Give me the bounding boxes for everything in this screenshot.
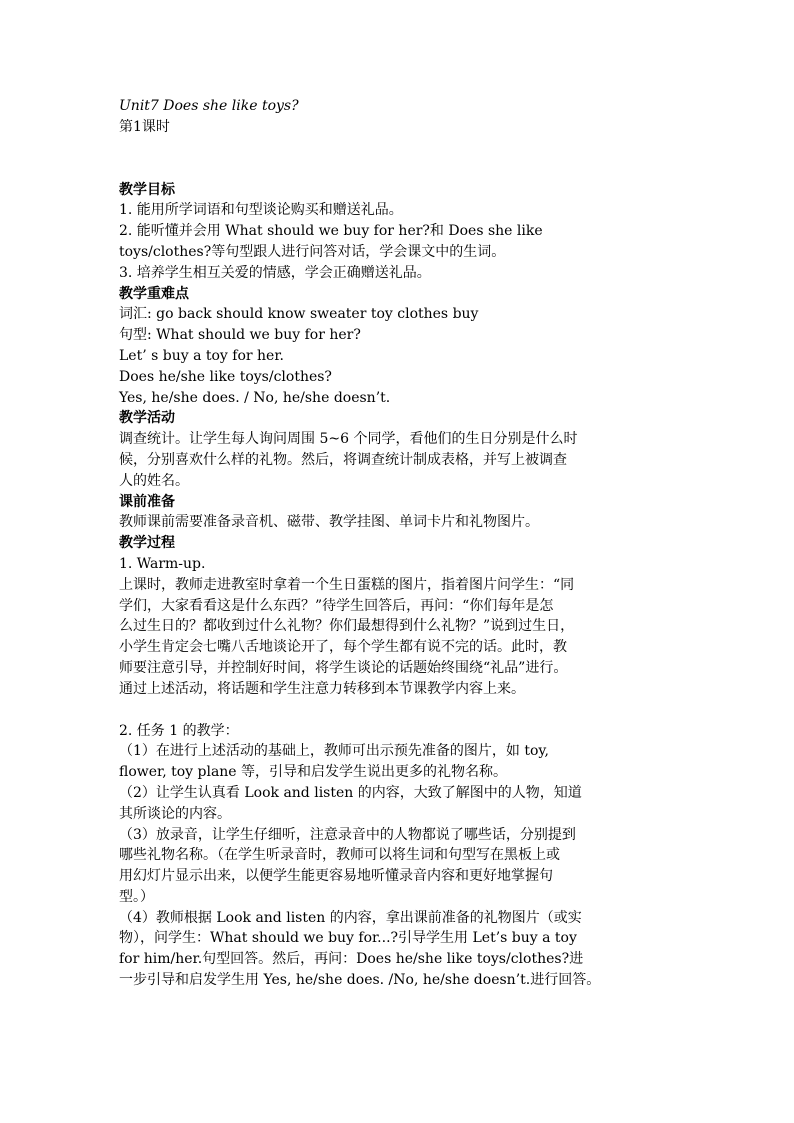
activity-line: 候，分别喜欢什么样的礼物。然后，将调查统计制成表格，并写上被调查 (119, 451, 567, 468)
task-line: （3）放录音，让学生仔细听，注意录音中的人物都说了哪些话，分别提到 (119, 826, 576, 843)
warmup-line: 小学生肯定会七嘴八舌地谈论开了，每个学生都有说不完的话。此时，教 (119, 639, 567, 656)
objective-line: toys/clothes?等句型跟人进行问答对话，学会课文中的生词。 (119, 243, 506, 260)
task-line: （4）教师根据 Look and listen 的内容，拿出课前准备的礼物图片（或实 (119, 909, 582, 926)
task-line: for him/her.句型回答。然后，再问：Does he/she like toys/clothes?进 (119, 951, 584, 968)
task-line: 物），问学生：What should we buy for...?引导学生用 Let’s buy a toy (119, 930, 577, 947)
warmup-line: 师要注意引导，并控制好时间，将学生谈论的话题始终围绕“礼品”进行。 (119, 659, 568, 676)
objectives-heading: 教学目标 (119, 181, 175, 198)
activity-heading: 教学活动 (119, 410, 175, 427)
objectives-section (119, 180, 679, 284)
sentence-pattern-line: Let’ s buy a toy for her. (119, 347, 284, 364)
spacer (119, 700, 679, 721)
task-title: 2. 任务 1 的教学： (119, 722, 239, 739)
lesson-plan-document (119, 96, 679, 991)
lesson-number: 第1课时 (119, 118, 170, 135)
activity-line: 人的姓名。 (119, 472, 189, 489)
task-line: 型。） (119, 888, 154, 905)
vocabulary-line: 词汇: go back should know sweater toy clothes buy (119, 306, 479, 323)
warmup-title: 1. Warm-up. (119, 555, 206, 572)
objective-line: 3. 培养学生相互关爱的情感，学会正确赠送礼品。 (119, 264, 431, 281)
warmup-line: 么过生日的？都收到过什么礼物？你们最想得到什么礼物？”说到过生日， (119, 618, 575, 635)
task-line: （2）让学生认真看 Look and listen 的内容，大致了解图中的人物，知道 (119, 784, 582, 801)
process-heading: 教学过程 (119, 535, 175, 552)
task-line: 用幻灯片显示出来，以便学生能更容易地听懂录音内容和更好地掌握句 (119, 868, 553, 885)
process-section (119, 533, 679, 991)
task-line: 一步引导和启发学生用 Yes, he/she does. /No, he/she doesn’t.进行回答。 (119, 972, 601, 989)
preparation-heading: 课前准备 (119, 493, 175, 510)
sentence-pattern-line: Does he/she like toys/clothes? (119, 368, 332, 385)
activity-line: 调查统计。让学生每人询问周围 5~6 个同学，看他们的生日分别是什么时 (119, 431, 578, 448)
warmup-line: 通过上述活动，将话题和学生注意力转移到本节课教学内容上来。 (119, 680, 525, 697)
preparation-section (119, 492, 679, 534)
preparation-line: 教师课前需要准备录音机、磁带、教学挂图、单词卡片和礼物图片。 (119, 514, 539, 531)
task-line: 其所谈论的内容。 (119, 805, 231, 822)
spacer (119, 138, 679, 180)
unit-title: Unit7 Does she like toys? (119, 98, 299, 114)
sentence-pattern-line: Yes, he/she does. / No, he/she doesn’t. (119, 389, 391, 406)
objective-line: 2. 能听懂并会用 What should we buy for her?和 Does she like (119, 223, 543, 240)
warmup-line: 学们，大家看看这是什么东西？”待学生回答后，再问：“你们每年是怎 (119, 597, 554, 614)
activity-section (119, 408, 679, 491)
task-line: （1）在进行上述活动的基础上，教师可出示预先准备的图片，如 toy, (119, 743, 549, 760)
sentence-pattern-line: 句型: What should we buy for her? (119, 327, 361, 344)
warmup-line: 上课时，教师走进教室时拿着一个生日蛋糕的图片，指着图片问学生：“同 (119, 576, 575, 593)
task-line: flower, toy plane 等，引导和启发学生说出更多的礼物名称。 (119, 764, 508, 781)
objective-line: 1. 能用所学词语和句型谈论购买和赠送礼品。 (119, 202, 403, 219)
task-line: 哪些礼物名称。（在学生听录音时，教师可以将生词和句型写在黑板上或 (119, 847, 560, 864)
key-points-section (119, 284, 679, 409)
key-points-heading: 教学重难点 (119, 285, 189, 302)
